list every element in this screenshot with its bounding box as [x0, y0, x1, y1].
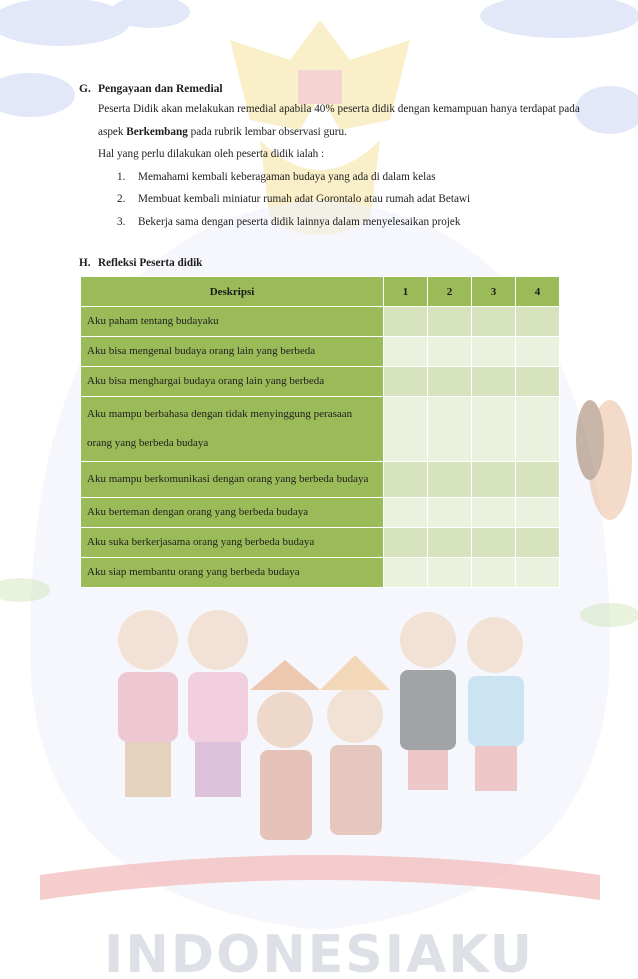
section-h-heading — [79, 254, 202, 272]
score-cell-2[interactable] — [428, 528, 472, 558]
score-cell-3[interactable] — [472, 462, 516, 498]
table-row — [81, 367, 560, 397]
list-number: 2. — [117, 193, 126, 205]
column-header-4: 4 — [516, 277, 560, 307]
score-cell-1[interactable] — [384, 558, 428, 588]
list-text: Bekerja sama dengan peserta didik lainnya dalam menyelesaikan projek — [138, 215, 461, 228]
column-header-3: 3 — [472, 277, 516, 307]
section-h-title: Refleksi Peserta didik — [98, 257, 203, 269]
score-cell-2[interactable] — [428, 397, 472, 462]
remedial-task-list — [79, 166, 599, 234]
paragraph-bold-term: Berkembang — [126, 125, 188, 138]
score-cell-2[interactable] — [428, 367, 472, 397]
section-g-heading — [79, 80, 599, 98]
score-cell-1[interactable] — [384, 462, 428, 498]
row-description: Aku bisa mengenal budaya orang lain yang berbeda — [81, 337, 384, 367]
score-cell-3[interactable] — [472, 528, 516, 558]
score-cell-4[interactable] — [516, 397, 560, 462]
section-g-title: Pengayaan dan Remedial — [98, 83, 223, 95]
remedial-paragraph — [79, 98, 599, 143]
section-pengayaan — [79, 80, 599, 233]
score-cell-4[interactable] — [516, 337, 560, 367]
score-cell-4[interactable] — [516, 498, 560, 528]
row-description: Aku siap membantu orang yang berbeda budaya — [81, 558, 384, 588]
column-header-2: 2 — [428, 277, 472, 307]
column-header-1: 1 — [384, 277, 428, 307]
table-row — [81, 498, 560, 528]
score-cell-4[interactable] — [516, 528, 560, 558]
list-number: 1. — [117, 170, 126, 183]
section-h-letter: H. — [79, 257, 91, 269]
score-cell-4[interactable] — [516, 558, 560, 588]
score-cell-1[interactable] — [384, 307, 428, 337]
section-g-letter: G. — [79, 83, 91, 95]
list-number: 3. — [117, 215, 126, 228]
score-cell-1[interactable] — [384, 528, 428, 558]
reflection-table — [80, 276, 560, 588]
row-description: Aku suka berkerjasama orang yang berbeda budaya — [81, 528, 384, 558]
table-row — [81, 307, 560, 337]
list-text: Membuat kembali miniatur rumah adat Gorontalo atau rumah adat Betawi — [138, 193, 471, 205]
row-description: Aku mampu berkomunikasi dengan orang yang berbeda budaya — [81, 462, 384, 498]
table-row — [81, 462, 560, 498]
score-cell-4[interactable] — [516, 367, 560, 397]
score-cell-1[interactable] — [384, 498, 428, 528]
score-cell-2[interactable] — [428, 558, 472, 588]
row-description: Aku mampu berbahasa dengan tidak menyinggung perasaan orang yang berbeda budaya — [81, 397, 384, 462]
paragraph-text-1: Peserta Didik akan melakukan remedial apabila 40% peserta didik dengan kemampuan hanya terdapat pada aspek — [98, 103, 580, 138]
table-row — [81, 397, 560, 462]
table-row — [81, 337, 560, 367]
score-cell-2[interactable] — [428, 337, 472, 367]
table-row — [81, 558, 560, 588]
score-cell-2[interactable] — [428, 498, 472, 528]
list-item — [117, 188, 599, 211]
column-header-deskripsi: Deskripsi — [81, 277, 384, 307]
score-cell-1[interactable] — [384, 337, 428, 367]
score-cell-3[interactable] — [472, 307, 516, 337]
list-item — [117, 166, 599, 189]
row-description: Aku berteman dengan orang yang berbeda budaya — [81, 498, 384, 528]
watermark-text: INDONESIAKU — [104, 925, 534, 979]
score-cell-1[interactable] — [384, 397, 428, 462]
paragraph-text-2: pada rubrik lembar observasi guru. — [187, 125, 347, 138]
table-header-row — [81, 277, 560, 307]
score-cell-3[interactable] — [472, 498, 516, 528]
table-row — [81, 528, 560, 558]
score-cell-3[interactable] — [472, 367, 516, 397]
score-cell-4[interactable] — [516, 462, 560, 498]
score-cell-2[interactable] — [428, 307, 472, 337]
score-cell-3[interactable] — [472, 337, 516, 367]
list-item — [117, 211, 599, 234]
score-cell-1[interactable] — [384, 367, 428, 397]
score-cell-2[interactable] — [428, 462, 472, 498]
row-description: Aku bisa menghargai budaya orang lain yang berbeda — [81, 367, 384, 397]
list-text: Memahami kembali keberagaman budaya yang ada di dalam kelas — [138, 170, 436, 183]
instruction-paragraph: Hal yang perlu dilakukan oleh peserta didik ialah : — [98, 148, 325, 160]
score-cell-4[interactable] — [516, 307, 560, 337]
score-cell-3[interactable] — [472, 558, 516, 588]
row-description: Aku paham tentang budayaku — [81, 307, 384, 337]
score-cell-3[interactable] — [472, 397, 516, 462]
